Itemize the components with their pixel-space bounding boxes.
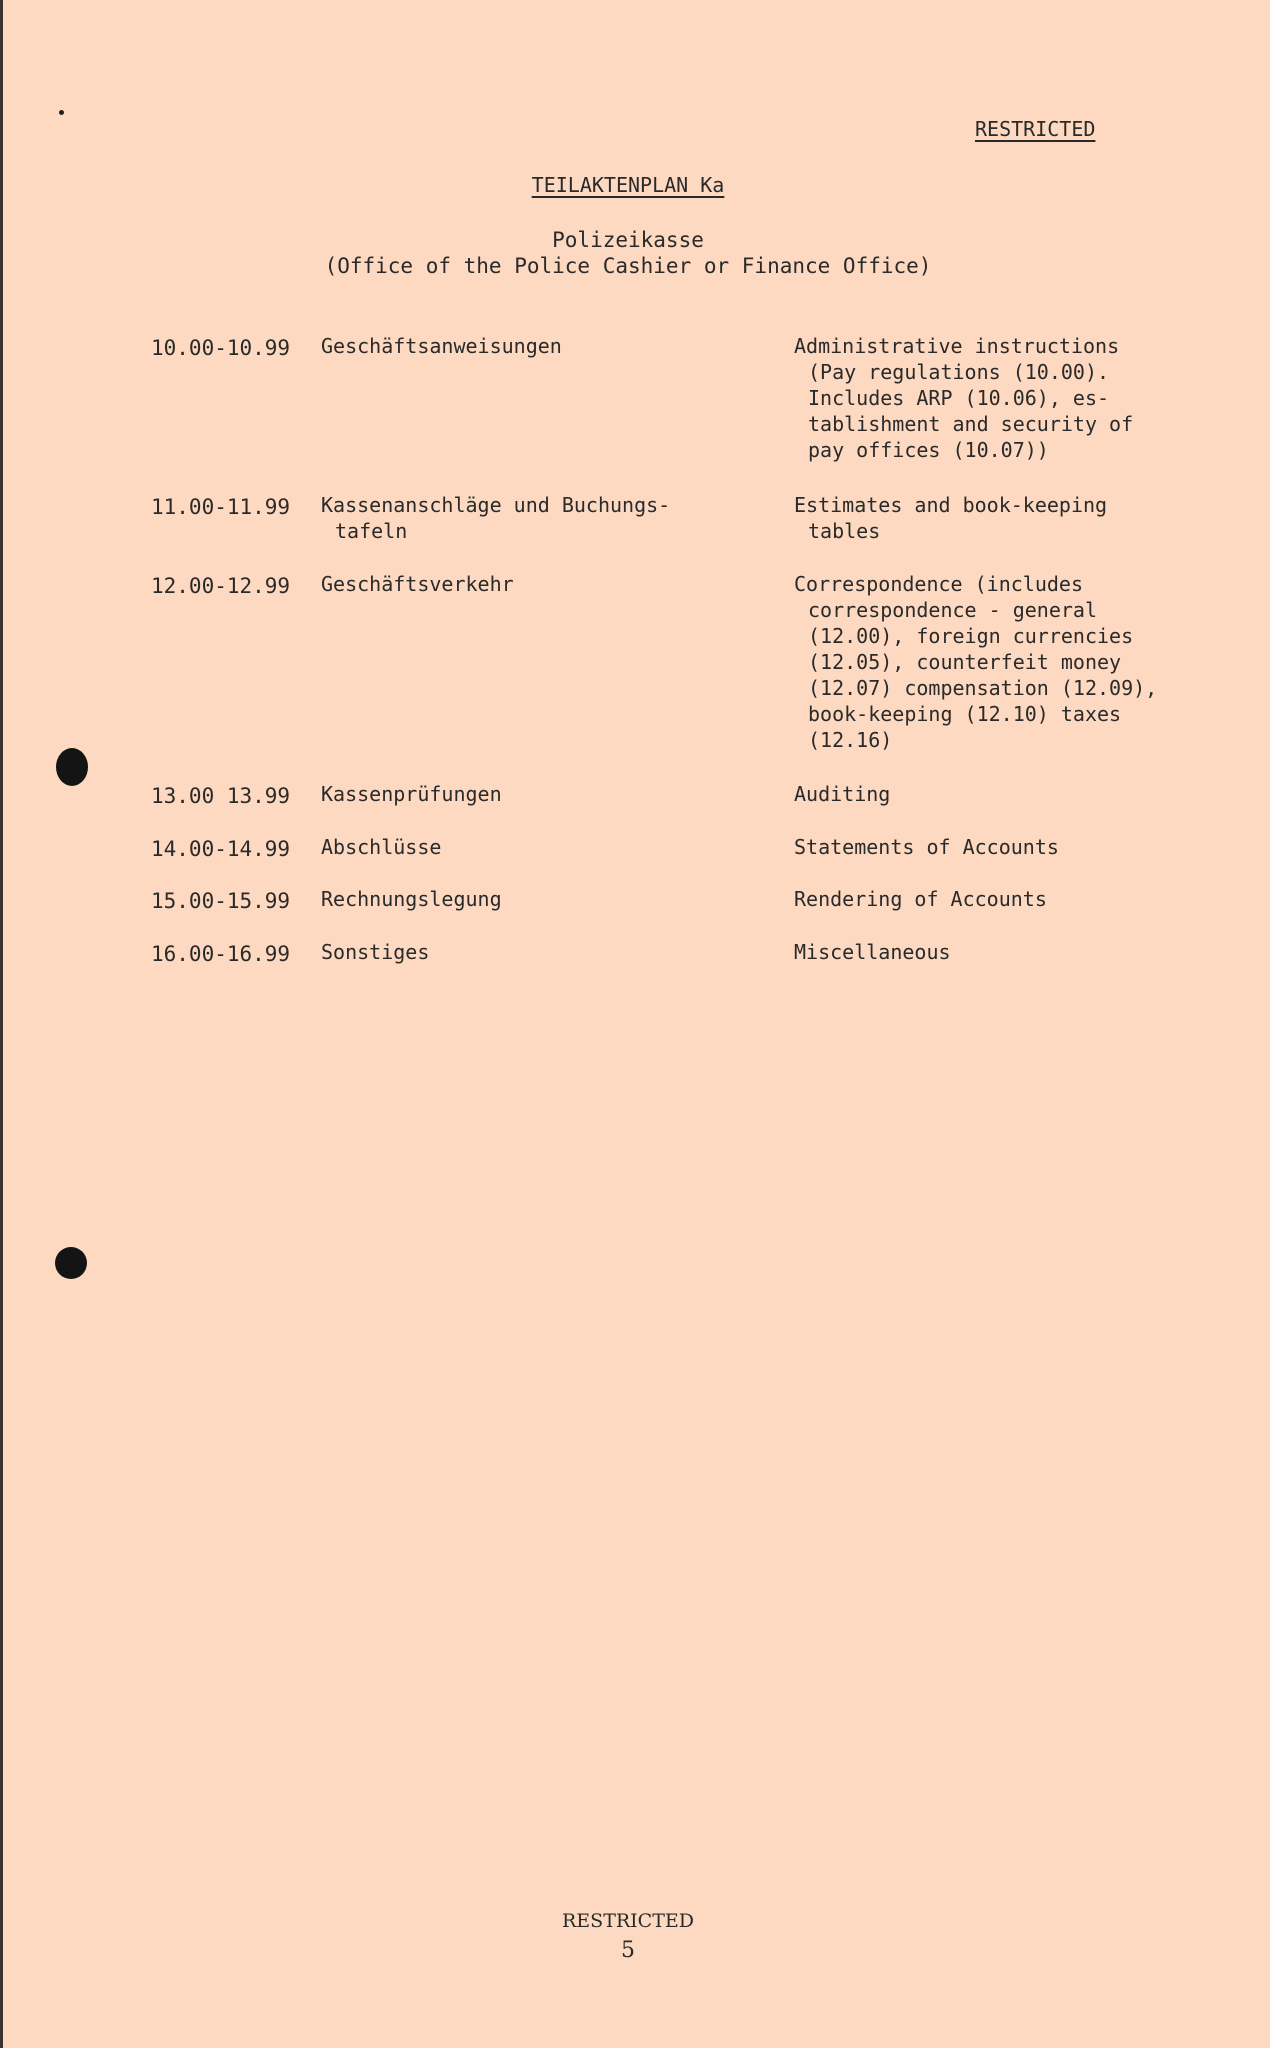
entry-english [794, 333, 1214, 463]
english-line: (12.05), counterfeit money [808, 650, 1122, 674]
english-line: book-keeping (12.10) taxes [808, 702, 1122, 726]
german-line: Abschlüsse [321, 835, 442, 859]
subtitle-line: (Office of the Police Cashier or Finance Office) [324, 254, 932, 278]
english-line: Includes ARP (10.06), es- [808, 386, 1110, 410]
entry-english [794, 886, 1214, 912]
english-line: pay offices (10.07)) [808, 438, 1049, 462]
punch-hole-icon [56, 748, 88, 786]
english-line: Statements of Accounts [794, 835, 1059, 859]
english-line: (12.00), foreign currencies [808, 624, 1134, 648]
entry-english [794, 834, 1214, 860]
english-line: Rendering of Accounts [794, 887, 1047, 911]
page-number: 5 [621, 1938, 635, 1963]
classification-header: RESTRICTED [975, 117, 1096, 141]
subtitle-line: Polizeikasse [552, 228, 704, 252]
entry-german [321, 571, 761, 597]
german-line: tafeln [335, 519, 408, 543]
english-line: Auditing [794, 782, 891, 806]
entry-code: 14.00-14.99 [151, 837, 291, 861]
entry-german [321, 333, 761, 359]
entry-english [794, 939, 1214, 965]
german-line: Kassenanschläge und Buchungs- [321, 493, 671, 517]
entry-german [321, 492, 761, 544]
english-line: Administrative instructions [794, 334, 1120, 358]
english-line: (12.07) compensation (12.09), [808, 676, 1158, 700]
english-line: Correspondence (includes [794, 572, 1083, 596]
german-line: Kassenprüfungen [321, 782, 502, 806]
punch-hole-icon [55, 1247, 87, 1279]
ink-speck [59, 110, 64, 115]
entry-german [321, 886, 761, 912]
english-line: Estimates and book-keeping [794, 493, 1108, 517]
entry-code: 13.00 13.99 [151, 784, 291, 808]
english-line: (12.16) [808, 728, 893, 752]
entry-german [321, 939, 761, 965]
entry-german [321, 834, 761, 860]
english-line: correspondence - general [808, 598, 1097, 622]
entry-english [794, 571, 1214, 753]
entry-code: 12.00-12.99 [151, 574, 291, 598]
entry-code: 11.00-11.99 [151, 495, 291, 519]
english-line: tablishment and security of [808, 412, 1134, 436]
entry-code: 10.00-10.99 [151, 336, 291, 360]
entry-english [794, 781, 1214, 807]
entry-english [794, 492, 1214, 544]
english-line: tables [808, 519, 881, 543]
entry-german [321, 781, 761, 807]
subtitle [3, 227, 1253, 279]
classification-footer: RESTRICTED [562, 1910, 694, 1932]
german-line: Geschäftsanweisungen [321, 334, 562, 358]
german-line: Geschäftsverkehr [321, 572, 514, 596]
english-line: (Pay regulations (10.00). [808, 360, 1110, 384]
plan-title: TEILAKTENPLAN Ka [531, 173, 725, 197]
entry-code: 15.00-15.99 [151, 889, 291, 913]
german-line: Sonstiges [321, 940, 430, 964]
entry-code: 16.00-16.99 [151, 942, 291, 966]
english-line: Miscellaneous [794, 940, 951, 964]
german-line: Rechnungslegung [321, 887, 502, 911]
